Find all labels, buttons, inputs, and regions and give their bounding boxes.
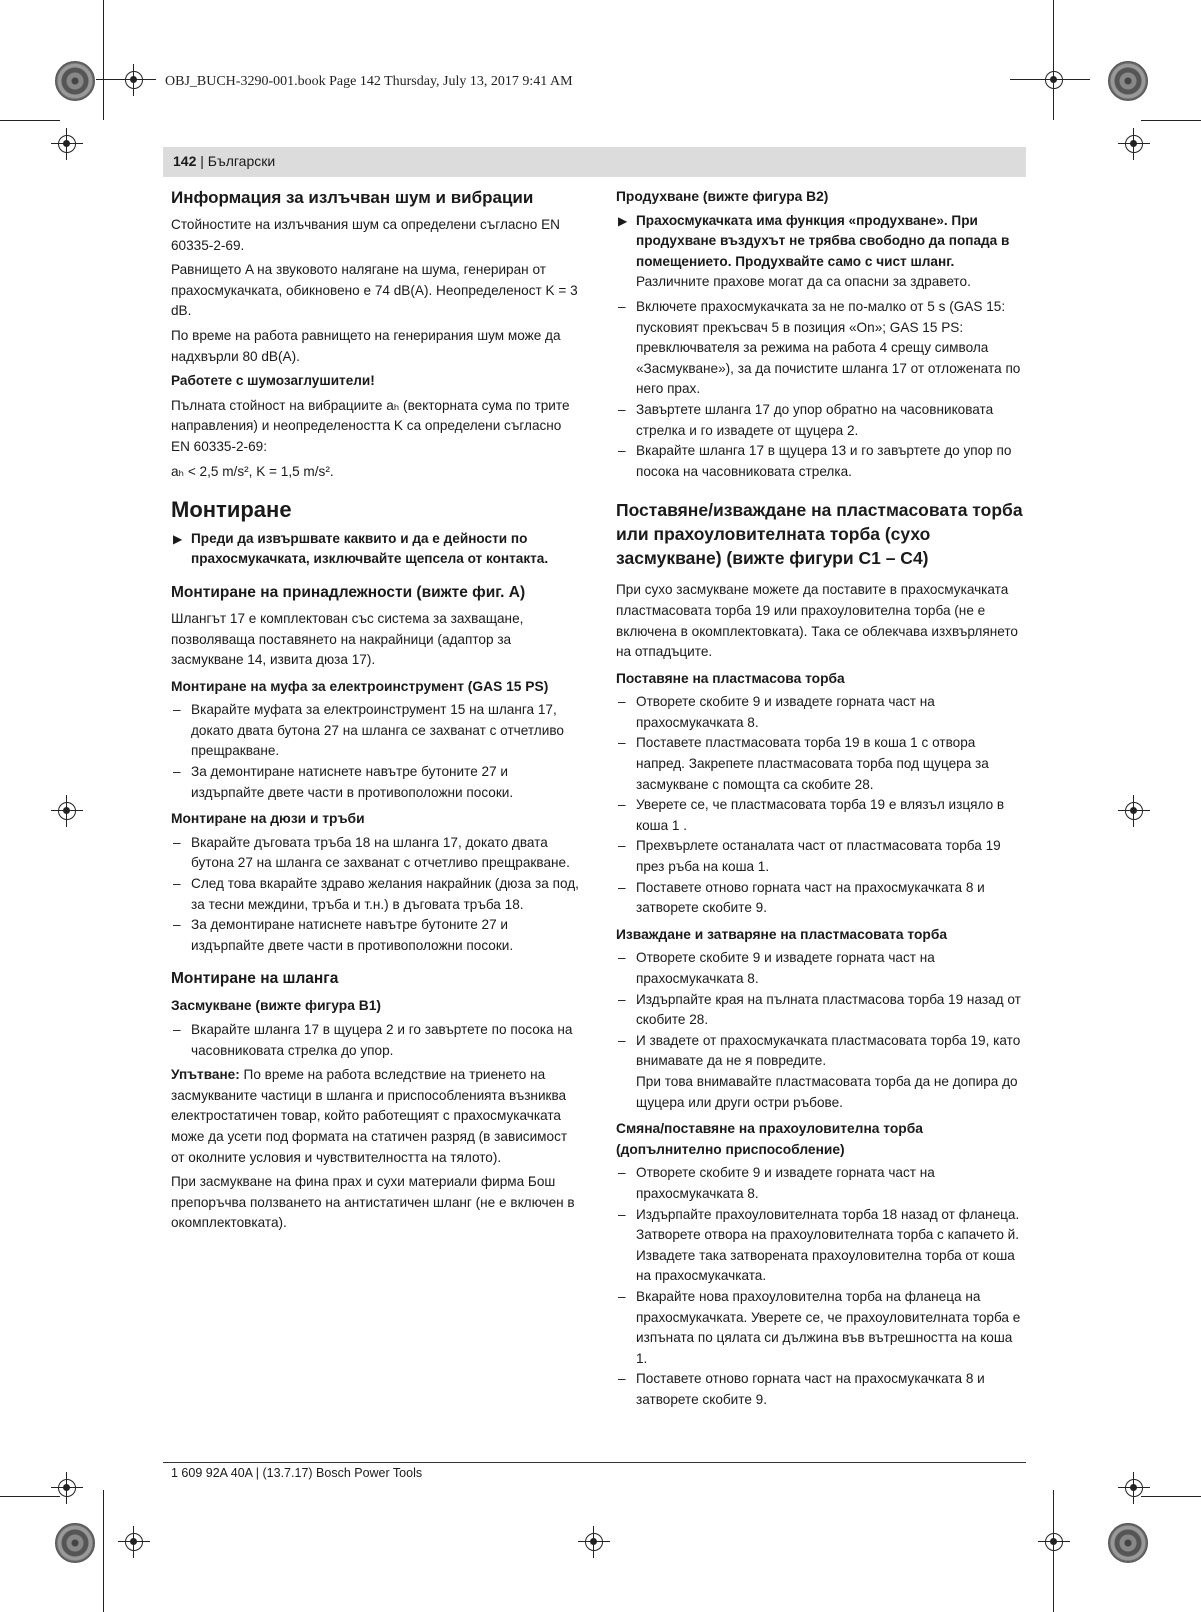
subsection-heading: Монтиране на принадлежности (вижте фиг. A) — [171, 583, 526, 601]
header-language: Български — [207, 153, 276, 169]
list-item — [616, 1031, 1026, 1072]
paragraph: Шлангът 17 е комплектован със система за захващане, позволяваща поставянето на накрайници (адаптор за засмукване 14, извита дюза 17). — [171, 610, 524, 668]
list-item — [171, 762, 581, 803]
page-footer: 1 609 92A 40A | (13.7.17) Bosch Power Tools — [171, 1466, 423, 1480]
crosshair-mark — [51, 795, 83, 827]
dash-bullet: – — [618, 1032, 626, 1048]
list-item — [171, 700, 581, 762]
list-item — [616, 1163, 1026, 1204]
dash-bullet: – — [173, 917, 181, 933]
note-paragraph: При това внимавайте пластмасовата торба да не допира до щуцера или други остри ръбове. — [636, 1073, 1018, 1110]
dash-bullet: – — [173, 764, 181, 780]
list-item — [616, 733, 1026, 795]
color-registration-swatch — [55, 1523, 95, 1563]
list-item — [171, 1020, 581, 1061]
color-registration-swatch — [1108, 61, 1148, 101]
dash-bullet: – — [618, 694, 626, 710]
paragraph: Стойностите на излъчвания шум са определени съгласно EN 60335-2-69. — [171, 217, 560, 253]
color-registration-swatch — [1108, 1523, 1148, 1563]
warning-normal-text: Различните прахове могат да са опасни за здравето. — [636, 274, 971, 290]
dash-bullet: – — [618, 1165, 626, 1181]
footer-divider — [163, 1462, 1026, 1463]
paragraph: Равнището A на звуковото налягане на шума, генериран от прахосмукачката, обикновено е 74 dB(A). Неопределеност K = 3 dB. — [171, 262, 578, 319]
paragraph: По време на работа равнището на генерирания шум може да надхвърли 80 dB(A). — [171, 327, 561, 364]
dash-bullet: – — [173, 876, 181, 892]
dash-bullet: – — [618, 797, 626, 813]
subheading: Смяна/поставяне на прахоуловителна торба (допълнително приспособление) — [616, 1121, 923, 1157]
registration-line — [1141, 120, 1201, 121]
list-item-text: Поставете пластмасовата торба 19 в коша 1 с отвора напред. Закрепете пластмасовата торба под щуцера за засмукване с помощта са скобите 28. — [636, 735, 989, 792]
crosshair-mark — [1118, 128, 1150, 160]
paragraph: При засмукване на фина прах и сухи материали фирма Бош препоръчва ползването на антистатичен шланг (не е включен в окомплектовката). — [171, 1174, 575, 1231]
list-item-text: Поставете отново горната част на прахосмукачката 8 и затворете скобите 9. — [636, 1371, 985, 1407]
list-item — [616, 1205, 1026, 1287]
section-heading: Поставяне/изваждане на пластмасовата торба или прахоуловителната торба (сухо засмукване) (вижте фигури C1 – C4) — [616, 500, 1023, 569]
arrow-bullet-icon: ▶ — [618, 213, 628, 228]
list-item-text: Вкарайте шланга 17 в щуцера 13 и го завъртете до упор по посока на часовниковата стрелка. — [636, 443, 1012, 479]
list-item-text: Отворете скобите 9 и извадете горната част на прахосмукачката 8. — [636, 1165, 935, 1201]
list-item-text: Вкарайте муфата за електроинструмент 15 на шланга 17, докато двата бутона 27 на шланга се захванат с отчетливо прещракване. — [191, 702, 564, 759]
hint-paragraph — [171, 1065, 581, 1168]
list-item-text: За демонтиране натиснете навътре бутоните 27 и издърпайте двете части в противоположни посоки. — [191, 764, 514, 800]
list-item — [616, 990, 1026, 1031]
list-item-text: Вкарайте шланга 17 в щуцера 2 и го завъртете по посока на часовниковата стрелка до упор. — [191, 1022, 573, 1058]
crosshair-mark — [1038, 1526, 1070, 1558]
crosshair-mark — [118, 1526, 150, 1558]
list-item — [616, 297, 1026, 400]
dash-bullet: – — [618, 879, 626, 895]
list-item-text: Издърпайте прахоуловителната торба 18 назад от фланеца. Затворете отвора на прахоуловителната торба с капачето й. Извадете така затворената прахоуловителна торба от коша на прахосмукачката. — [636, 1206, 1020, 1284]
list-item — [171, 874, 581, 915]
dash-bullet: – — [618, 991, 626, 1007]
crosshair-mark — [51, 1472, 83, 1504]
list-item — [171, 833, 581, 874]
right-column — [616, 187, 1026, 1410]
bold-note: Работете с шумозаглушители! — [171, 373, 375, 389]
subsection-heading: Монтиране на шланга — [171, 970, 339, 988]
section-heading: Монтиране — [171, 497, 292, 523]
list-item-text: За демонтиране натиснете навътре бутоните 27 и издърпайте двете части в противоположни посоки. — [191, 917, 514, 953]
crosshair-mark — [1038, 64, 1070, 96]
dash-bullet: – — [618, 1371, 626, 1387]
dash-bullet: – — [618, 298, 626, 314]
print-slug: OBJ_BUCH-3290-001.book Page 142 Thursday, July 13, 2017 9:41 AM — [165, 74, 573, 89]
subheading: Монтиране на муфа за електроинструмент (GAS 15 PS) — [171, 678, 549, 694]
page-header — [163, 147, 1026, 177]
list-item — [616, 1369, 1026, 1410]
list-item-text: Отворете скобите 9 и извадете горната част на прахосмукачката 8. — [636, 694, 935, 730]
warning-text: Преди да извършвате каквито и да е дейности по прахосмукачката, изключвайте щепсела от контакта. — [191, 530, 549, 567]
list-item-text: Прехвърлете останалата част от пластмасовата торба 19 през ръба на коша 1. — [636, 838, 1001, 875]
list-item-text: Издърпайте края на пълната пластмасова торба 19 назад от скобите 28. — [636, 991, 1021, 1028]
list-item — [616, 692, 1026, 733]
list-item — [616, 441, 1026, 482]
dash-bullet: – — [173, 834, 181, 850]
warning-note — [616, 211, 1026, 293]
page-number: 142 — [173, 153, 197, 169]
dash-bullet: – — [618, 1206, 626, 1222]
list-item-text: Поставете отново горната част на прахосмукачката 8 и затворете скобите 9. — [636, 879, 985, 916]
registration-line — [1141, 1496, 1201, 1497]
dash-bullet: – — [173, 702, 181, 718]
subheading: Изваждане и затваряне на пластмасовата торба — [616, 926, 948, 942]
header-text: 142 | Български — [173, 153, 276, 169]
warning-text: Прахосмукачката има функция «продухване». При продухване въздухът не трябва свободно да попада в помещението. Продухвайте само с чист шланг. — [636, 212, 1010, 269]
list-item — [616, 948, 1026, 989]
dash-bullet: – — [618, 401, 626, 417]
crosshair-mark — [1118, 1472, 1150, 1504]
subheading: Продухване (вижте фигура B2) — [616, 189, 829, 204]
subheading: Поставяне на пластмасова торба — [616, 670, 845, 686]
noise-heading: Информация за излъчван шум и вибрации — [171, 188, 534, 207]
registration-line — [103, 0, 104, 120]
registration-line — [1053, 0, 1054, 120]
registration-line — [103, 1490, 104, 1612]
list-item — [616, 878, 1026, 919]
list-item-text: Включете прахосмукачката за не по-малко от 5 s (GAS 15: пусковият прекъсвач 5 в позиция «On»; GAS 15 PS: превключвателя за режима на работа 4 срещу символа «Засмукване»), за да почистите шланга 17 от отложената по него прах. — [636, 298, 1021, 397]
dash-bullet: – — [618, 735, 626, 751]
registration-line — [0, 120, 60, 121]
list-item — [171, 915, 581, 956]
list-item-text: Отворете скобите 9 и извадете горната част на прахосмукачката 8. — [636, 950, 935, 986]
hint-label: Упътване: — [171, 1067, 240, 1083]
list-item — [616, 795, 1026, 836]
list-item-text: Завъртете шланга 17 до упор обратно на часовниковата стрелка и го извадете от щуцера 2. — [636, 401, 994, 438]
subheading: Засмукване (вижте фигура B1) — [171, 998, 381, 1014]
list-item-text: Вкарайте дъговата тръба 18 на шланга 17, докато двата бутона 27 на шланга се захванат с отчетливо прещракване. — [191, 834, 570, 871]
subheading: Монтиране на дюзи и тръби — [171, 811, 365, 827]
list-item — [616, 1287, 1026, 1369]
crosshair-mark — [51, 128, 83, 160]
dash-bullet: – — [173, 1022, 181, 1037]
list-item — [616, 400, 1026, 441]
warning-note — [171, 529, 581, 570]
vibration-values: aₕ < 2,5 m/s², K = 1,5 m/s². — [171, 463, 334, 479]
list-item-text: След това вкарайте здраво желания накрайник (дюза за под, за тесни междини, тръба и т.н.) в дъговата тръба 18. — [191, 876, 579, 912]
list-item-text: Уверете се, че пластмасовата торба 19 е влязъл изцяло в коша 1 . — [636, 797, 1005, 833]
dash-bullet: – — [618, 1288, 626, 1304]
crosshair-mark — [118, 64, 150, 96]
list-item-text: Вкарайте нова прахоуловителна торба на фланеца на прахосмукачката. Уверете се, че прахоуловителната торба е изпъната по цялата си дължина във вътрешността на коша 1. — [636, 1288, 1021, 1366]
hint-text: По време на работа вследствие на триенето на засмукваните частици в шланга и приспособленията възниква електростатичен товар, който работещият с прахосмукачката може да усети под формата на статичен разряд (в зависимост от околните условия и чувствителността на тялото). — [171, 1067, 568, 1165]
crosshair-mark — [1118, 795, 1150, 827]
list-item-text: И звадете от прахосмукачката пластмасовата торба 19, като внимавате да не я повредите. — [636, 1032, 1021, 1069]
left-column — [171, 187, 581, 1238]
dash-bullet: – — [618, 838, 626, 854]
paragraph: Пълната стойност на вибрациите aₕ (векторната сума по трите направления) и неопределеността K са определени съгласно EN 60335-2-69: — [171, 397, 570, 454]
color-registration-swatch — [55, 61, 95, 101]
dash-bullet: – — [618, 443, 626, 459]
dash-bullet: – — [618, 950, 626, 966]
list-item — [616, 836, 1026, 877]
arrow-bullet-icon: ▶ — [173, 531, 183, 546]
paragraph: При сухо засмукване можете да поставите в прахосмукачката пластмасовата торба 19 или прахоуловителна торба (не е включена в окомплектовката). Така се облекчава изхвърлянето на отпадъците. — [616, 582, 1018, 660]
crosshair-mark — [578, 1526, 610, 1558]
